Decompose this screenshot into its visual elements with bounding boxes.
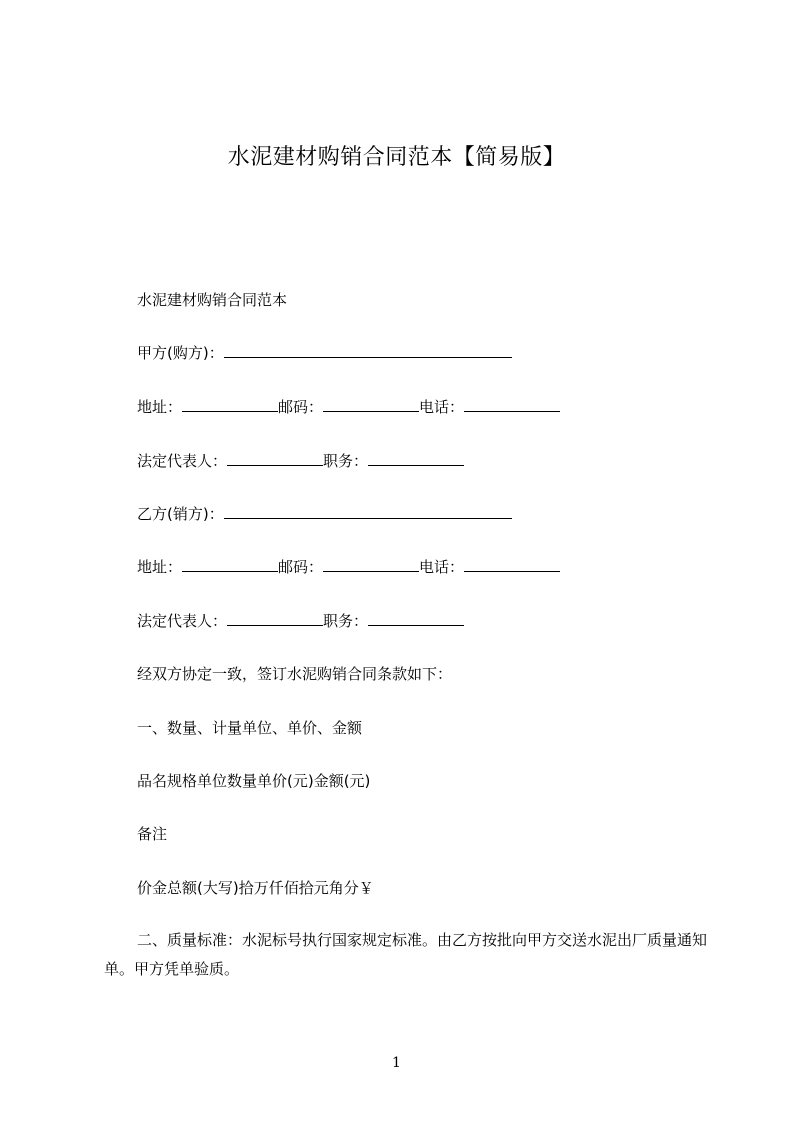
party-b-name-blank [224,504,512,519]
party-a-row [137,343,512,363]
party-a-position-label: 职务： [323,452,369,470]
party-a-phone-label: 电话： [419,398,465,416]
party-b-phone-label: 电话： [419,558,465,576]
remarks-label: 备注 [137,825,168,843]
party-b-phone-blank [464,557,560,572]
party-b-rep-row [137,611,464,631]
party-b-contact-row [137,557,560,577]
party-a-phone-blank [464,397,560,412]
party-a-contact-row [137,397,560,417]
document-title: 水泥建材购销合同范本【简易版】 [227,145,566,170]
party-b-address-blank [182,557,278,572]
party-b-position-blank [368,611,464,626]
section-2-paragraph: 二、质量标准：水泥标号执行国家规定标准。由乙方按批向甲方交送水泥出厂质量通知单。甲方凭单验质。 [104,931,708,978]
party-b-postcode-label: 邮码： [278,558,324,576]
party-a-label: 甲方(购方)： [137,344,224,362]
party-a-rep-row [137,451,464,471]
party-b-legal-rep-blank [227,611,323,626]
party-b-postcode-blank [323,557,419,572]
party-b-legal-rep-label: 法定代表人： [137,612,228,630]
party-b-row [137,504,512,524]
party-b-address-label: 地址： [137,558,183,576]
agreement-intro: 经双方协定一致，签订水泥购销合同条款如下： [137,665,453,683]
party-a-postcode-blank [323,397,419,412]
party-a-position-blank [368,451,464,466]
section-1-heading: 一、数量、计量单位、单价、金额 [137,719,363,737]
total-amount-label: 价金总额(大写)拾万仟佰拾元角分￥ [137,879,374,897]
party-a-address-blank [182,397,278,412]
party-b-position-label: 职务： [323,612,369,630]
party-a-postcode-label: 邮码： [278,398,324,416]
party-a-address-label: 地址： [137,398,183,416]
party-a-legal-rep-blank [227,451,323,466]
party-a-name-blank [224,343,512,358]
item-table-header: 品名规格单位数量单价(元)金额(元) [137,772,371,790]
page-number: 1 [392,1055,401,1071]
party-a-legal-rep-label: 法定代表人： [137,452,228,470]
contract-subtitle: 水泥建材购销合同范本 [137,291,288,309]
party-b-label: 乙方(销方)： [137,505,224,523]
